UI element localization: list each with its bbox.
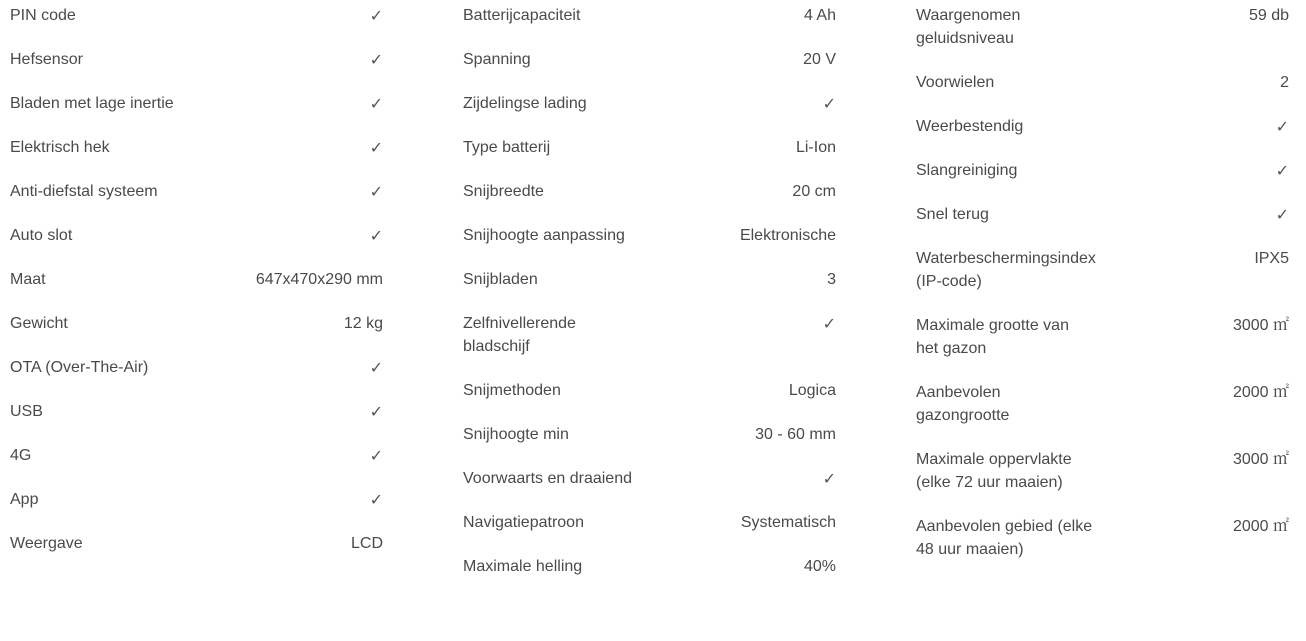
spec-label: Slangreiniging <box>916 162 1018 179</box>
spec-label: Type batterij <box>463 139 551 156</box>
spec-row <box>10 488 383 511</box>
check-icon: ✓ <box>369 94 383 113</box>
spec-label: Hefsensor <box>10 51 83 68</box>
spec-value: 59 db <box>1248 7 1289 24</box>
spec-label: Waterbeschermingsindex (IP-code) <box>916 250 1096 290</box>
spec-row <box>10 92 383 115</box>
spec-value: 30 - 60 mm <box>755 426 836 443</box>
spec-row <box>463 423 836 446</box>
spec-row <box>463 467 836 490</box>
spec-value: 2000 ㎡ <box>1232 384 1289 401</box>
check-icon: ✓ <box>369 138 383 157</box>
spec-label: Batterijcapaciteit <box>463 7 581 24</box>
spec-row <box>10 224 383 247</box>
spec-value: 3000 ㎡ <box>1232 317 1289 334</box>
spec-row <box>463 312 836 358</box>
spec-label: Maximale oppervlakte (elke 72 uur maaien) <box>916 451 1072 491</box>
spec-label: Aanbevolen gazongrootte <box>916 384 1010 424</box>
spec-label: Zijdelingse lading <box>463 95 587 112</box>
spec-label: Snijhoogte min <box>463 426 569 443</box>
check-icon: ✓ <box>369 490 383 509</box>
spec-row <box>916 515 1289 561</box>
spec-row <box>463 4 836 27</box>
spec-label: Voorwaarts en draaiend <box>463 470 632 487</box>
spec-row <box>463 48 836 71</box>
spec-row <box>10 268 383 291</box>
spec-row <box>10 180 383 203</box>
spec-label: Auto slot <box>10 227 73 244</box>
spec-value: 2000 ㎡ <box>1232 518 1289 535</box>
spec-label: Snijbladen <box>463 271 538 288</box>
spec-value: 647x470x290 mm <box>255 271 383 288</box>
spec-value: Elektronische <box>739 227 836 244</box>
spec-row <box>916 71 1289 94</box>
spec-label: Anti-diefstal systeem <box>10 183 158 200</box>
spec-value: 40% <box>803 558 836 575</box>
check-icon: ✓ <box>369 446 383 465</box>
spec-row <box>916 381 1289 427</box>
spec-value: 2 <box>1280 74 1289 91</box>
spec-label: Weergave <box>10 535 83 552</box>
check-icon: ✓ <box>822 469 836 488</box>
spec-row <box>463 268 836 291</box>
spec-row <box>916 115 1289 138</box>
spec-label: Snijmethoden <box>463 382 561 399</box>
spec-label: Zelfnivellerende bladschijf <box>463 315 576 355</box>
check-icon: ✓ <box>369 358 383 377</box>
spec-column-3 <box>916 0 1289 582</box>
spec-value: 3 <box>827 271 836 288</box>
check-icon: ✓ <box>369 402 383 421</box>
spec-value: Logica <box>788 382 836 399</box>
spec-value: Systematisch <box>740 514 836 531</box>
spec-row <box>463 224 836 247</box>
spec-label: Snijhoogte aanpassing <box>463 227 625 244</box>
spec-row <box>10 532 383 555</box>
spec-label: Gewicht <box>10 315 68 332</box>
spec-row <box>10 4 383 27</box>
spec-value: LCD <box>350 535 383 552</box>
check-icon: ✓ <box>1275 161 1289 180</box>
spec-row <box>916 159 1289 182</box>
spec-row <box>463 379 836 402</box>
spec-label: Snijbreedte <box>463 183 544 200</box>
spec-value: 12 kg <box>343 315 383 332</box>
spec-label: 4G <box>10 447 32 464</box>
spec-value: Li-Ion <box>795 139 836 156</box>
spec-row <box>463 511 836 534</box>
spec-label: Spanning <box>463 51 531 68</box>
spec-column-2 <box>463 0 836 599</box>
check-icon: ✓ <box>369 50 383 69</box>
spec-row <box>916 448 1289 494</box>
spec-row <box>10 136 383 159</box>
spec-label: OTA (Over-The-Air) <box>10 359 149 376</box>
spec-label: Maat <box>10 271 46 288</box>
spec-value: 4 Ah <box>803 7 836 24</box>
spec-row <box>916 247 1289 293</box>
spec-row <box>463 555 836 578</box>
spec-row <box>463 180 836 203</box>
spec-label: App <box>10 491 39 508</box>
spec-value: 20 cm <box>792 183 836 200</box>
spec-row <box>463 136 836 159</box>
spec-label: Maximale helling <box>463 558 583 575</box>
check-icon: ✓ <box>822 94 836 113</box>
spec-column-1 <box>10 0 383 576</box>
spec-label: PIN code <box>10 7 76 24</box>
spec-row <box>463 92 836 115</box>
spec-row <box>916 4 1289 50</box>
spec-row <box>10 400 383 423</box>
spec-label: Bladen met lage inertie <box>10 95 174 112</box>
check-icon: ✓ <box>369 226 383 245</box>
spec-row <box>10 356 383 379</box>
spec-row <box>916 203 1289 226</box>
check-icon: ✓ <box>1275 117 1289 136</box>
spec-label: Aanbevolen gebied (elke 48 uur maaien) <box>916 518 1093 558</box>
spec-label: Snel terug <box>916 206 989 223</box>
spec-value: IPX5 <box>1254 250 1289 267</box>
spec-row <box>10 444 383 467</box>
spec-value: 20 V <box>803 51 836 68</box>
check-icon: ✓ <box>1275 205 1289 224</box>
spec-label: Elektrisch hek <box>10 139 110 156</box>
spec-row <box>10 312 383 335</box>
spec-row <box>916 314 1289 360</box>
spec-label: Voorwielen <box>916 74 995 91</box>
spec-label: USB <box>10 403 43 420</box>
check-icon: ✓ <box>822 314 836 333</box>
spec-value: 3000 ㎡ <box>1232 451 1289 468</box>
check-icon: ✓ <box>369 6 383 25</box>
spec-label: Waargenomen geluidsniveau <box>916 7 1021 47</box>
spec-label: Maximale grootte van het gazon <box>916 317 1069 357</box>
spec-label: Navigatiepatroon <box>463 514 584 531</box>
check-icon: ✓ <box>369 182 383 201</box>
spec-row <box>10 48 383 71</box>
spec-label: Weerbestendig <box>916 118 1024 135</box>
